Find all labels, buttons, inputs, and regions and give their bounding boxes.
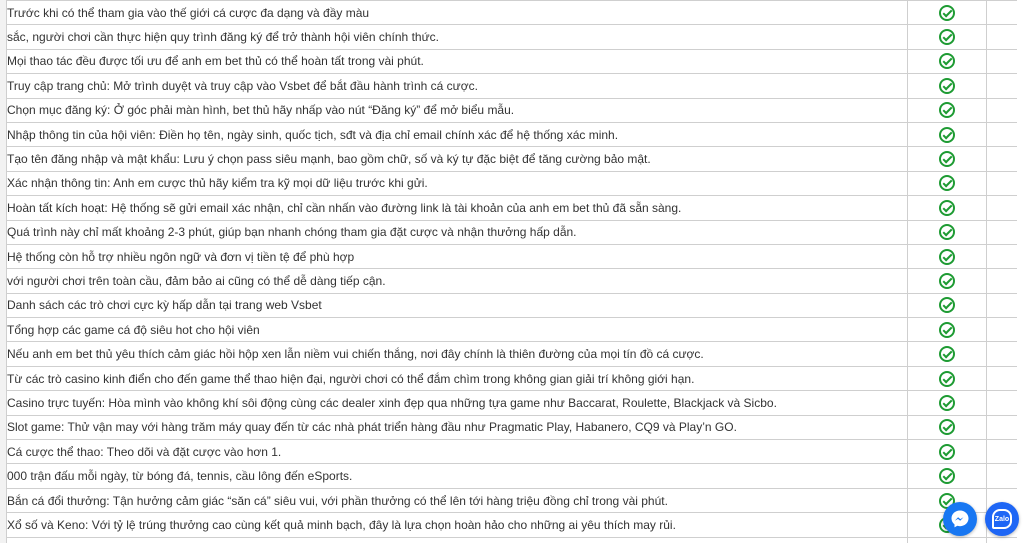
row-text: Từ các trò casino kinh điển cho đến game thể thao hiện đại, người chơi có thể đắm chìm trong không gian giải trí không giới hạn.: [7, 366, 908, 390]
row-status-cell: [908, 244, 987, 268]
row-status-cell: [908, 391, 987, 415]
table-row: [7, 122, 1018, 146]
row-extra-cell: [987, 25, 1018, 49]
table-row: [7, 366, 1018, 390]
row-extra-cell: [987, 147, 1018, 171]
row-extra-cell: [987, 391, 1018, 415]
row-extra-cell: [987, 318, 1018, 342]
check-circle-icon: [939, 151, 955, 167]
check-circle-icon: [939, 371, 955, 387]
table-row: [7, 98, 1018, 122]
row-extra-cell: [987, 220, 1018, 244]
row-status-cell: [908, 122, 987, 146]
table-row: [7, 171, 1018, 195]
row-text: Truy cập trang chủ: Mở trình duyệt và truy cập vào Vsbet để bắt đầu hành trình cá cược.: [7, 74, 908, 98]
check-circle-icon: [939, 127, 955, 143]
check-circle-icon: [939, 273, 955, 289]
row-text: Slot game: Thử vận may với hàng trăm máy quay đến từ các nhà phát triển hàng đầu như Pragmatic Play, Habanero, CQ9 và Play’n GO.: [7, 415, 908, 439]
row-extra-cell: [987, 537, 1018, 543]
table-row: [7, 537, 1018, 543]
row-status-cell: [908, 25, 987, 49]
row-text: Bắn cá đổi thưởng: Tận hưởng cảm giác “săn cá” siêu vui, với phần thưởng có thể lên tới hàng triệu đồng chỉ trong vài phút.: [7, 488, 908, 512]
table-row: [7, 196, 1018, 220]
zalo-icon: [992, 509, 1012, 529]
check-circle-icon: [939, 5, 955, 21]
check-circle-icon: [939, 297, 955, 313]
row-extra-cell: [987, 464, 1018, 488]
table-row: [7, 147, 1018, 171]
checklist-rows: [7, 1, 1018, 543]
row-text: 000 trận đấu mỗi ngày, từ bóng đá, tennis, cầu lông đến eSports.: [7, 464, 908, 488]
check-circle-icon: [939, 78, 955, 94]
row-extra-cell: [987, 122, 1018, 146]
row-status-cell: [908, 537, 987, 543]
check-circle-icon: [939, 346, 955, 362]
table-row: [7, 415, 1018, 439]
row-text: Quá trình này chỉ mất khoảng 2-3 phút, giúp bạn nhanh chóng tham gia đặt cược và nhận thưởng hấp dẫn.: [7, 220, 908, 244]
row-extra-cell: [987, 49, 1018, 73]
table-row: [7, 244, 1018, 268]
row-text: với người chơi trên toàn cầu, đảm bảo ai cũng có thể dễ dàng tiếp cận.: [7, 269, 908, 293]
row-text: Xác nhận thông tin: Anh em cược thủ hãy kiểm tra kỹ mọi dữ liệu trước khi gửi.: [7, 171, 908, 195]
zalo-label: Zalo: [994, 515, 1010, 523]
row-status-cell: [908, 196, 987, 220]
row-status-cell: [908, 415, 987, 439]
row-text: Mọi thao tác đều được tối ưu để anh em bet thủ có thể hoàn tất trong vài phút.: [7, 49, 908, 73]
table-row: [7, 342, 1018, 366]
row-extra-cell: [987, 74, 1018, 98]
table-row: [7, 318, 1018, 342]
row-status-cell: [908, 440, 987, 464]
check-circle-icon: [939, 175, 955, 191]
table-row: [7, 488, 1018, 512]
table-row: [7, 25, 1018, 49]
row-extra-cell: [987, 244, 1018, 268]
row-text: sắc, người chơi cần thực hiện quy trình đăng ký để trở thành hội viên chính thức.: [7, 25, 908, 49]
row-text: Casino trực tuyến: Hòa mình vào không khí sôi động cùng các dealer xinh đẹp qua những tựa game như Baccarat, Roulette, Blackjack và Sicbo.: [7, 391, 908, 415]
row-extra-cell: [987, 269, 1018, 293]
table-row: [7, 440, 1018, 464]
row-extra-cell: [987, 293, 1018, 317]
row-text: Nếu anh em bet thủ yêu thích cảm giác hồi hộp xen lẫn niềm vui chiến thắng, nơi đây chính là thiên đường của mọi tín đồ cá cược.: [7, 342, 908, 366]
table-row: [7, 513, 1018, 537]
row-extra-cell: [987, 415, 1018, 439]
row-status-cell: [908, 464, 987, 488]
row-text: Hệ thống còn hỗ trợ nhiều ngôn ngữ và đơn vị tiền tệ để phù hợp: [7, 244, 908, 268]
checklist-table: [6, 0, 1017, 543]
row-status-cell: [908, 147, 987, 171]
row-extra-cell: [987, 366, 1018, 390]
row-status-cell: [908, 269, 987, 293]
check-circle-icon: [939, 200, 955, 216]
check-circle-icon: [939, 395, 955, 411]
row-status-cell: [908, 49, 987, 73]
table-row: [7, 1, 1018, 25]
row-status-cell: [908, 293, 987, 317]
row-text: [7, 537, 908, 543]
row-text: Tổng hợp các game cá độ siêu hot cho hội viên: [7, 318, 908, 342]
row-status-cell: [908, 220, 987, 244]
check-circle-icon: [939, 224, 955, 240]
table-row: [7, 464, 1018, 488]
row-extra-cell: [987, 98, 1018, 122]
row-text: Chọn mục đăng ký: Ở góc phải màn hình, bet thủ hãy nhấp vào nút “Đăng ký” để mở biểu mẫu.: [7, 98, 908, 122]
table-row: [7, 293, 1018, 317]
row-text: Nhập thông tin của hội viên: Điền họ tên, ngày sinh, quốc tịch, sđt và địa chỉ email chính xác để hệ thống xác minh.: [7, 122, 908, 146]
row-status-cell: [908, 98, 987, 122]
row-text: Cá cược thể thao: Theo dõi và đặt cược vào hơn 1.: [7, 440, 908, 464]
messenger-chat-button[interactable]: [943, 502, 977, 536]
check-circle-icon: [939, 29, 955, 45]
row-status-cell: [908, 1, 987, 25]
table-row: [7, 49, 1018, 73]
row-status-cell: [908, 342, 987, 366]
row-text: Tạo tên đăng nhập và mật khẩu: Lưu ý chọn pass siêu mạnh, bao gồm chữ, số và ký tự đặc biệt để tăng cường bảo mật.: [7, 147, 908, 171]
check-circle-icon: [939, 419, 955, 435]
zalo-chat-button[interactable]: [985, 502, 1019, 536]
check-circle-icon: [939, 249, 955, 265]
row-status-cell: [908, 171, 987, 195]
check-circle-icon: [939, 102, 955, 118]
row-text: Danh sách các trò chơi cực kỳ hấp dẫn tại trang web Vsbet: [7, 293, 908, 317]
row-extra-cell: [987, 1, 1018, 25]
row-extra-cell: [987, 342, 1018, 366]
table-row: [7, 220, 1018, 244]
row-status-cell: [908, 74, 987, 98]
check-circle-icon: [939, 53, 955, 69]
row-text: Hoàn tất kích hoạt: Hệ thống sẽ gửi email xác nhận, chỉ cần nhấn vào đường link là tài khoản của anh em bet thủ đã sẵn sàng.: [7, 196, 908, 220]
row-text: Xổ số và Keno: Với tỷ lệ trúng thưởng cao cùng kết quả minh bạch, đây là lựa chọn hoàn hảo cho những ai yêu thích may rủi.: [7, 513, 908, 537]
messenger-icon: [950, 509, 970, 529]
table-row: [7, 391, 1018, 415]
table-row: [7, 74, 1018, 98]
row-extra-cell: [987, 171, 1018, 195]
check-circle-icon: [939, 468, 955, 484]
table-row: [7, 269, 1018, 293]
row-status-cell: [908, 318, 987, 342]
check-circle-icon: [939, 322, 955, 338]
row-extra-cell: [987, 440, 1018, 464]
checklist-table-container: [6, 0, 1017, 543]
check-circle-icon: [939, 444, 955, 460]
row-text: Trước khi có thể tham gia vào thế giới cá cược đa dạng và đầy màu: [7, 1, 908, 25]
row-extra-cell: [987, 196, 1018, 220]
row-status-cell: [908, 366, 987, 390]
